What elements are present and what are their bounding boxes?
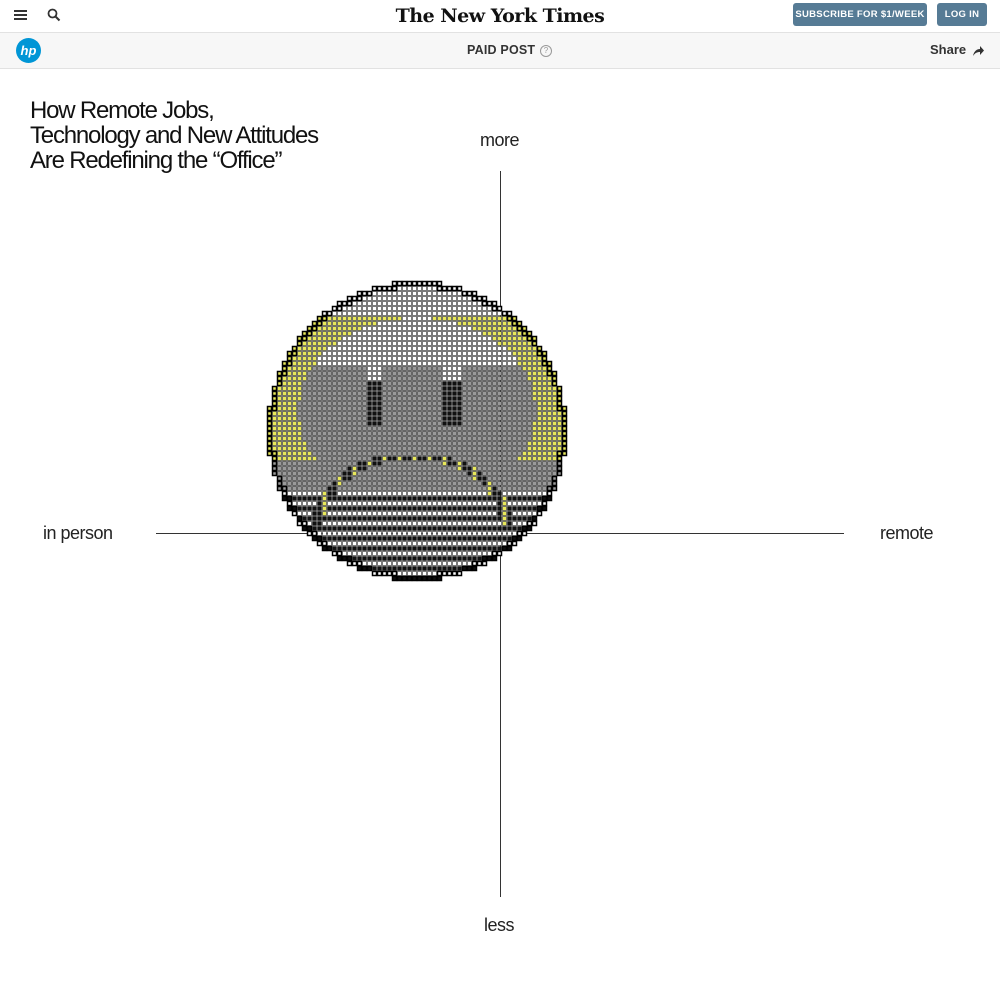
headline-line: Are Redefining the “Office” [30,147,282,174]
pixel-face-illustration [262,276,572,586]
help-icon[interactable]: ? [540,45,552,57]
headline-line: How Remote Jobs, [30,97,214,124]
share-arrow-icon[interactable] [972,45,984,57]
login-button[interactable]: LOG IN [937,3,987,26]
headline-line: Technology and New Attitudes [30,122,318,149]
axis-label-in-person: in person [43,523,113,543]
pixel-face-svg [262,276,572,586]
subscribe-button[interactable]: SUBSCRIBE FOR $1/WEEK [793,3,927,26]
nyt-logo[interactable]: The New York Times [395,5,605,27]
paid-post-label: PAID POST [467,43,536,57]
axis-label-less: less [484,915,515,935]
paid-post-bar [0,33,1000,69]
share-button[interactable]: Share [930,42,967,57]
top-navigation-bar [0,0,1000,33]
axis-label-remote: remote [880,523,934,543]
article-headline [30,98,360,173]
axis-label-more: more [480,130,520,150]
hp-logo[interactable]: hp [16,38,41,63]
